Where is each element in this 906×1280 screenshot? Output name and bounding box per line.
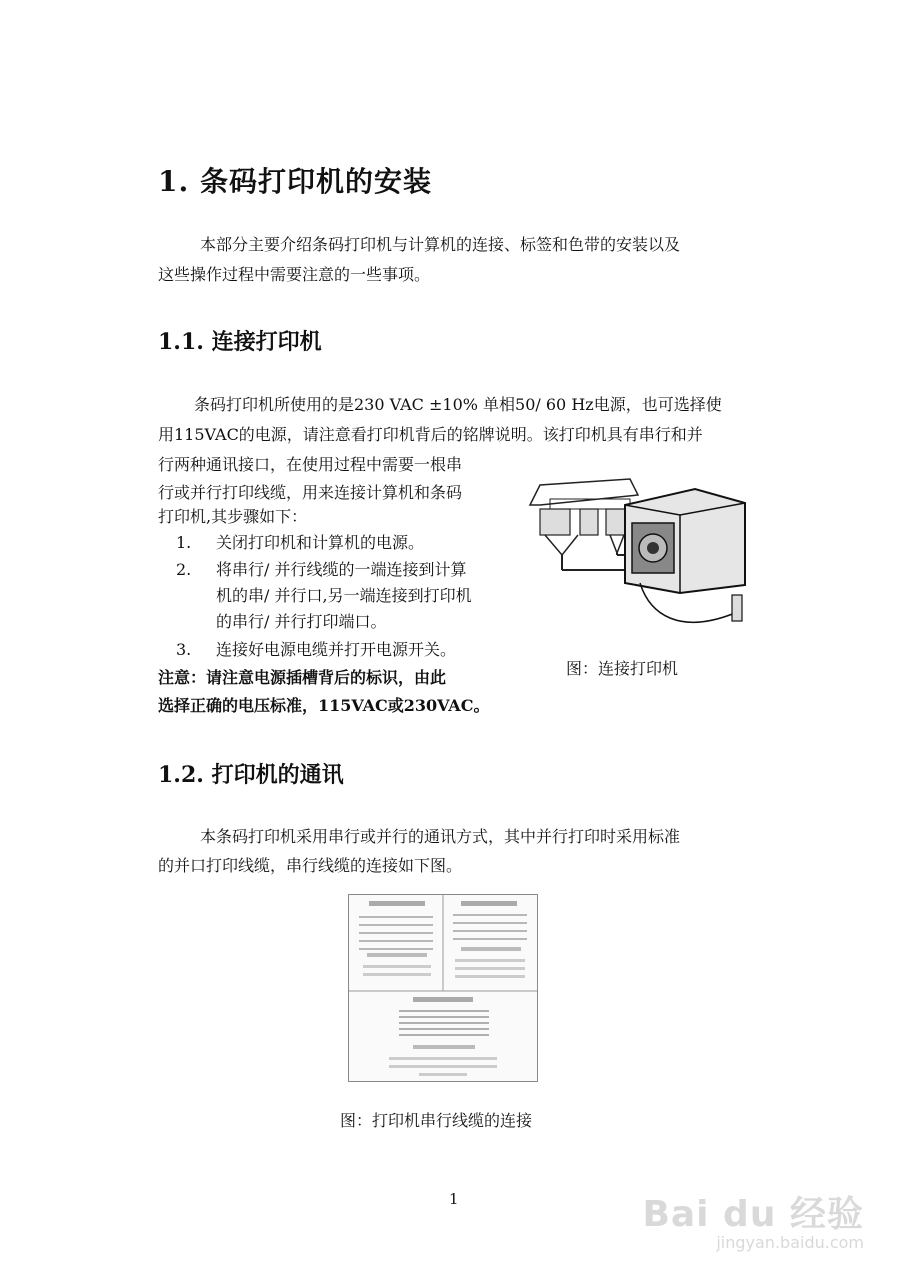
comm-para-line-1: 本条码打印机采用串行或并行的通讯方式，其中并行打印时采用标准 xyxy=(200,827,681,846)
figure-caption-connect: 图：连接打印机 xyxy=(566,659,679,678)
step-number: 1. xyxy=(176,533,192,552)
intro-line-2: 这些操作过程中需要注意的一些事项。 xyxy=(158,265,431,284)
page-number: 1 xyxy=(449,1190,459,1208)
step-text: 将串行/ 并行线缆的一端连接到计算 xyxy=(216,560,467,579)
section-title: 1. 条码打印机的安装 xyxy=(158,165,432,198)
note-line-2: 选择正确的电压标准，115VAC或230VAC。 xyxy=(158,696,490,715)
step-number: 2. xyxy=(176,560,192,579)
note-line-1: 注意：请注意电源插槽背后的标识，由此 xyxy=(158,668,447,687)
watermark-url: jingyan.baidu.com xyxy=(716,1233,864,1252)
watermark xyxy=(642,1186,864,1252)
step-text: 关闭打印机和计算机的电源。 xyxy=(216,533,425,552)
subsection-title-communication: 1.2. 打印机的通讯 xyxy=(158,762,344,788)
printer-connection-illustration xyxy=(520,465,760,645)
connect-para-line-2: 用115VAC的电源，请注意看打印机背后的铭牌说明。该打印机具有串行和并 xyxy=(158,425,703,444)
step-2 xyxy=(176,557,466,583)
step-2-line-3: 的串行/ 并行打印端口。 xyxy=(216,612,387,631)
watermark-brand: Bai du 经验 xyxy=(642,1194,864,1235)
connect-para-line-1: 条码打印机所使用的是230 VAC ±10% 单相50/ 60 Hz电源，也可选择使 xyxy=(194,395,722,414)
connect-para-line-4: 行或并行打印线缆，用来连接计算机和条码 xyxy=(158,483,463,502)
step-3 xyxy=(176,637,456,663)
serial-cable-wiring-diagram xyxy=(348,894,538,1082)
step-text: 连接好电源电缆并打开电源开关。 xyxy=(216,640,457,659)
step-1 xyxy=(176,530,424,556)
step-2-line-2: 机的串/ 并行口,另一端连接到打印机 xyxy=(216,586,472,605)
subsection-title-connect: 1.1. 连接打印机 xyxy=(158,329,322,355)
figure-caption-serial: 图：打印机串行线缆的连接 xyxy=(340,1111,533,1130)
connect-para-line-5: 打印机,其步骤如下： xyxy=(158,507,308,526)
step-number: 3. xyxy=(176,640,192,659)
comm-para-line-2: 的并口打印线缆，串行线缆的连接如下图。 xyxy=(158,856,463,875)
connect-para-line-3: 行两种通讯接口，在使用过程中需要一根串 xyxy=(158,455,463,474)
intro-line-1: 本部分主要介绍条码打印机与计算机的连接、标签和色带的安装以及 xyxy=(200,235,681,254)
